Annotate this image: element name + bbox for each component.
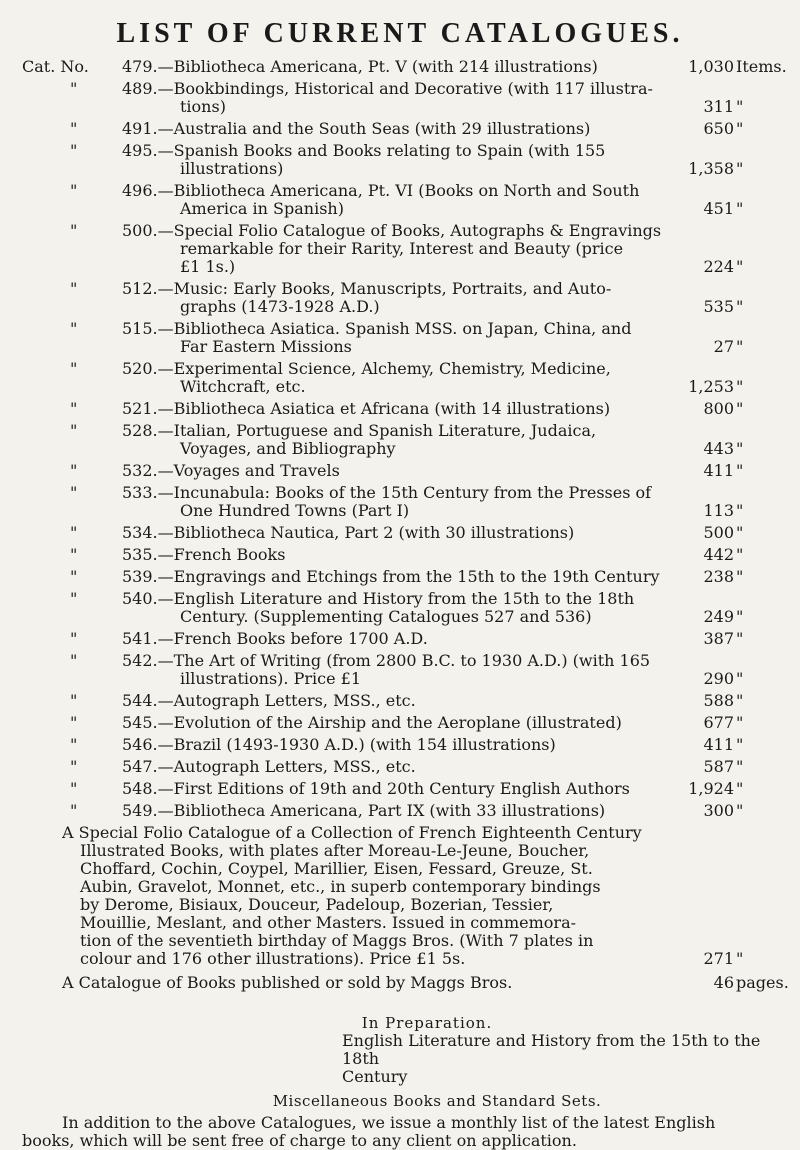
item-unit: " [736, 801, 744, 820]
item-count: 113 [703, 501, 734, 520]
entry-description [122, 462, 674, 480]
catalogue-entry [22, 714, 792, 732]
item-unit: " [736, 119, 744, 138]
item-count: 290 [703, 669, 734, 688]
item-count: 451 [703, 199, 734, 218]
special-line: Choffard, Cochin, Coypel, Marillier, Eisen, Fessard, Greuze, St. [80, 860, 593, 878]
item-unit: " [736, 949, 744, 968]
entry-line: 521.—Bibliotheca Asiatica et Africana (with 14 illustrations) [122, 400, 611, 418]
catalogue-entry [22, 400, 792, 418]
item-count: 411 [703, 735, 734, 754]
special-line: Aubin, Gravelot, Monnet, etc., in superb contemporary bindings [80, 878, 601, 896]
entry-line: 496.—Bibliotheca Americana, Pt. VI (Books on North and South [122, 182, 640, 200]
entry-description [122, 546, 674, 564]
catalogue-entry [22, 780, 792, 798]
entry-line: 533.—Incunabula: Books of the 15th Century from the Presses of [122, 484, 652, 502]
entry-line: graphs (1473-1928 A.D.) [180, 298, 380, 316]
ditto-mark: " [70, 651, 78, 670]
catalogue-entry [22, 484, 792, 520]
entry-line: 500.—Special Folio Catalogue of Books, Autographs & Engravings [122, 222, 662, 240]
item-count: 249 [703, 607, 734, 626]
entry-line: 495.—Spanish Books and Books relating to Spain (with 155 [122, 142, 606, 160]
catalogue-entry [22, 280, 792, 316]
item-count: 443 [703, 439, 734, 458]
item-count: 535 [703, 297, 734, 316]
entry-line: 479.—Bibliotheca Americana, Pt. V (with 214 illustrations) [122, 58, 598, 76]
item-count: 677 [703, 713, 734, 732]
entry-description [122, 182, 674, 218]
entry-line: 541.—French Books before 1700 A.D. [122, 630, 428, 648]
item-count: 1,924 [688, 779, 734, 798]
entry-line: Far Eastern Missions [180, 338, 352, 356]
item-count: 650 [703, 119, 734, 138]
entry-line: 532.—Voyages and Travels [122, 462, 340, 480]
special-line: by Derome, Bisiaux, Douceur, Padeloup, Bozerian, Tessier, [80, 896, 554, 914]
maggs-text: A Catalogue of Books published or sold by Maggs Bros. [62, 973, 513, 992]
entry-description [122, 422, 674, 458]
item-unit: " [736, 159, 744, 178]
ditto-mark: " [70, 523, 78, 542]
item-unit: " [736, 257, 744, 276]
special-folio-entry [62, 824, 792, 968]
item-count: 500 [703, 523, 734, 542]
miscellaneous-heading: Miscellaneous Books and Standard Sets. [272, 1092, 602, 1110]
entry-description [122, 58, 674, 76]
preparation-item: Century [342, 1067, 408, 1086]
catalogue-entry [22, 652, 792, 688]
entry-description [122, 802, 674, 820]
item-unit: " [736, 629, 744, 648]
ditto-mark: " [70, 461, 78, 480]
catalogue-entry [22, 630, 792, 648]
entry-description [122, 400, 674, 418]
item-count: 300 [703, 801, 734, 820]
item-unit: " [736, 691, 744, 710]
page-unit: pages. [736, 973, 789, 992]
ditto-mark: " [70, 359, 78, 378]
special-line: Mouillie, Meslant, and other Masters. Issued in commemora- [80, 914, 577, 932]
ditto-mark: " [70, 801, 78, 820]
catalogue-entry [22, 462, 792, 480]
item-unit: " [736, 757, 744, 776]
entry-description [122, 780, 674, 798]
entry-description [122, 590, 674, 626]
item-unit: " [736, 461, 744, 480]
entry-description [122, 692, 674, 710]
entry-description [122, 120, 674, 138]
entry-line: 528.—Italian, Portuguese and Spanish Literature, Judaica, [122, 422, 597, 440]
cat-no-label: Cat. No. [22, 57, 89, 76]
ditto-mark: " [70, 735, 78, 754]
catalogue-entry [22, 222, 792, 276]
ditto-mark: " [70, 141, 78, 160]
entry-description [122, 652, 674, 688]
item-count: 387 [703, 629, 734, 648]
entry-line: 491.—Australia and the South Seas (with 29 illustrations) [122, 120, 591, 138]
ditto-mark: " [70, 713, 78, 732]
item-count: 224 [703, 257, 734, 276]
ditto-mark: " [70, 629, 78, 648]
entry-line: £1 1s.) [180, 258, 236, 276]
ditto-mark: " [70, 483, 78, 502]
special-line: tion of the seventieth birthday of Maggs Bros. (With 7 plates in [80, 932, 594, 950]
catalogue-entry [22, 120, 792, 138]
entry-line: One Hundred Towns (Part I) [180, 502, 410, 520]
catalogue-entry [22, 524, 792, 542]
entry-description [122, 320, 674, 356]
item-count: 800 [703, 399, 734, 418]
catalogue-list [22, 58, 792, 1150]
special-line: A Special Folio Catalogue of a Collection of French Eighteenth Century [62, 824, 642, 842]
item-unit: " [736, 439, 744, 458]
catalogue-entry [22, 568, 792, 586]
catalogue-entry [22, 422, 792, 458]
item-count: 1,030 [688, 57, 734, 76]
item-unit: Items. [736, 57, 787, 76]
entry-line: Century. (Supplementing Catalogues 527 and 536) [180, 608, 592, 626]
addition-line: books, which will be sent free of charge to any client on application. [22, 1131, 577, 1150]
item-count: 238 [703, 567, 734, 586]
preparation-item: English Literature and History from the 15th to the 18th [342, 1031, 761, 1068]
item-unit: " [736, 567, 744, 586]
ditto-mark: " [70, 279, 78, 298]
ditto-mark: " [70, 181, 78, 200]
catalogue-entry [22, 182, 792, 218]
ditto-mark: " [70, 421, 78, 440]
entry-line: America in Spanish) [180, 200, 344, 218]
catalogue-entry [22, 320, 792, 356]
maggs-catalogue-entry [62, 974, 792, 992]
ditto-mark: " [70, 79, 78, 98]
catalogue-entry [22, 802, 792, 820]
item-unit: " [736, 545, 744, 564]
entry-line: 547.—Autograph Letters, MSS., etc. [122, 758, 416, 776]
entry-line: 546.—Brazil (1493-1930 A.D.) (with 154 illustrations) [122, 736, 556, 754]
entry-line: 540.—English Literature and History from the 15th to the 18th [122, 590, 635, 608]
item-count: 1,253 [688, 377, 734, 396]
entry-line: 549.—Bibliotheca Americana, Part IX (with 33 illustrations) [122, 802, 606, 820]
item-count: 411 [703, 461, 734, 480]
entry-description [122, 736, 674, 754]
entry-description [122, 80, 674, 116]
item-unit: " [736, 713, 744, 732]
entry-line: 520.—Experimental Science, Alchemy, Chemistry, Medicine, [122, 360, 611, 378]
entry-line: illustrations). Price £1 [180, 670, 361, 688]
entry-description [122, 280, 674, 316]
special-line: colour and 176 other illustrations). Price £1 5s. [80, 950, 466, 968]
entry-line: 535.—French Books [122, 546, 286, 564]
ditto-mark: " [70, 545, 78, 564]
item-unit: " [736, 377, 744, 396]
item-count: 442 [703, 545, 734, 564]
item-count: 587 [703, 757, 734, 776]
ditto-mark: " [70, 319, 78, 338]
catalogue-entry [22, 58, 792, 76]
ditto-mark: " [70, 221, 78, 240]
entry-line: Witchcraft, etc. [180, 378, 306, 396]
catalogue-entry [22, 758, 792, 776]
item-unit: " [736, 297, 744, 316]
page-heading: LIST OF CURRENT CATALOGUES. [116, 18, 684, 49]
addition-line: In addition to the above Catalogues, we issue a monthly list of the latest English [62, 1113, 716, 1132]
special-line: Illustrated Books, with plates after Moreau-Le-Jeune, Boucher, [80, 842, 590, 860]
item-unit: " [736, 669, 744, 688]
entry-line: 512.—Music: Early Books, Manuscripts, Portraits, and Auto- [122, 280, 612, 298]
entry-line: 548.—First Editions of 19th and 20th Century English Authors [122, 780, 630, 798]
ditto-mark: " [70, 779, 78, 798]
entry-description [122, 758, 674, 776]
entry-line: 544.—Autograph Letters, MSS., etc. [122, 692, 416, 710]
item-count: 311 [703, 97, 734, 116]
item-unit: " [736, 337, 744, 356]
in-preparation-heading: In Preparation. [361, 1014, 493, 1032]
ditto-mark: " [70, 589, 78, 608]
ditto-mark: " [70, 399, 78, 418]
entry-description [122, 142, 674, 178]
entry-description [122, 630, 674, 648]
entry-line: illustrations) [180, 160, 284, 178]
item-count: 27 [713, 337, 734, 356]
item-unit: " [736, 779, 744, 798]
catalogue-entry [22, 692, 792, 710]
entry-description [122, 714, 674, 732]
entry-line: 534.—Bibliotheca Nautica, Part 2 (with 30 illustrations) [122, 524, 575, 542]
item-unit: " [736, 399, 744, 418]
entry-line: tions) [180, 98, 226, 116]
item-unit: " [736, 735, 744, 754]
entry-description [122, 360, 674, 396]
item-count: 1,358 [688, 159, 734, 178]
ditto-mark: " [70, 119, 78, 138]
item-count: 588 [703, 691, 734, 710]
item-unit: " [736, 607, 744, 626]
entry-description [122, 222, 674, 276]
item-count: 271 [703, 949, 734, 968]
entry-line: 515.—Bibliotheca Asiatica. Spanish MSS. on Japan, China, and [122, 320, 632, 338]
item-unit: " [736, 97, 744, 116]
catalogue-entry [22, 736, 792, 754]
entry-description [122, 484, 674, 520]
ditto-mark: " [70, 691, 78, 710]
entry-line: 542.—The Art of Writing (from 2800 B.C. to 1930 A.D.) (with 165 [122, 652, 651, 670]
item-unit: " [736, 199, 744, 218]
page-count: 46 [713, 973, 734, 992]
item-unit: " [736, 523, 744, 542]
entry-description [122, 524, 674, 542]
entry-line: 489.—Bookbindings, Historical and Decorative (with 117 illustra- [122, 80, 653, 98]
entry-line: Voyages, and Bibliography [180, 440, 396, 458]
catalogue-entry [22, 590, 792, 626]
catalogue-entry [22, 546, 792, 564]
addition-note [22, 1113, 792, 1150]
entry-line: 545.—Evolution of the Airship and the Aeroplane (illustrated) [122, 714, 622, 732]
catalogue-entry [22, 360, 792, 396]
entry-description [122, 568, 674, 586]
catalogue-entry [22, 80, 792, 116]
ditto-mark: " [70, 567, 78, 586]
ditto-mark: " [70, 757, 78, 776]
item-unit: " [736, 501, 744, 520]
entry-line: 539.—Engravings and Etchings from the 15th to the 19th Century [122, 568, 660, 586]
entry-line: remarkable for their Rarity, Interest and Beauty (price [180, 240, 624, 258]
catalogue-entry [22, 142, 792, 178]
